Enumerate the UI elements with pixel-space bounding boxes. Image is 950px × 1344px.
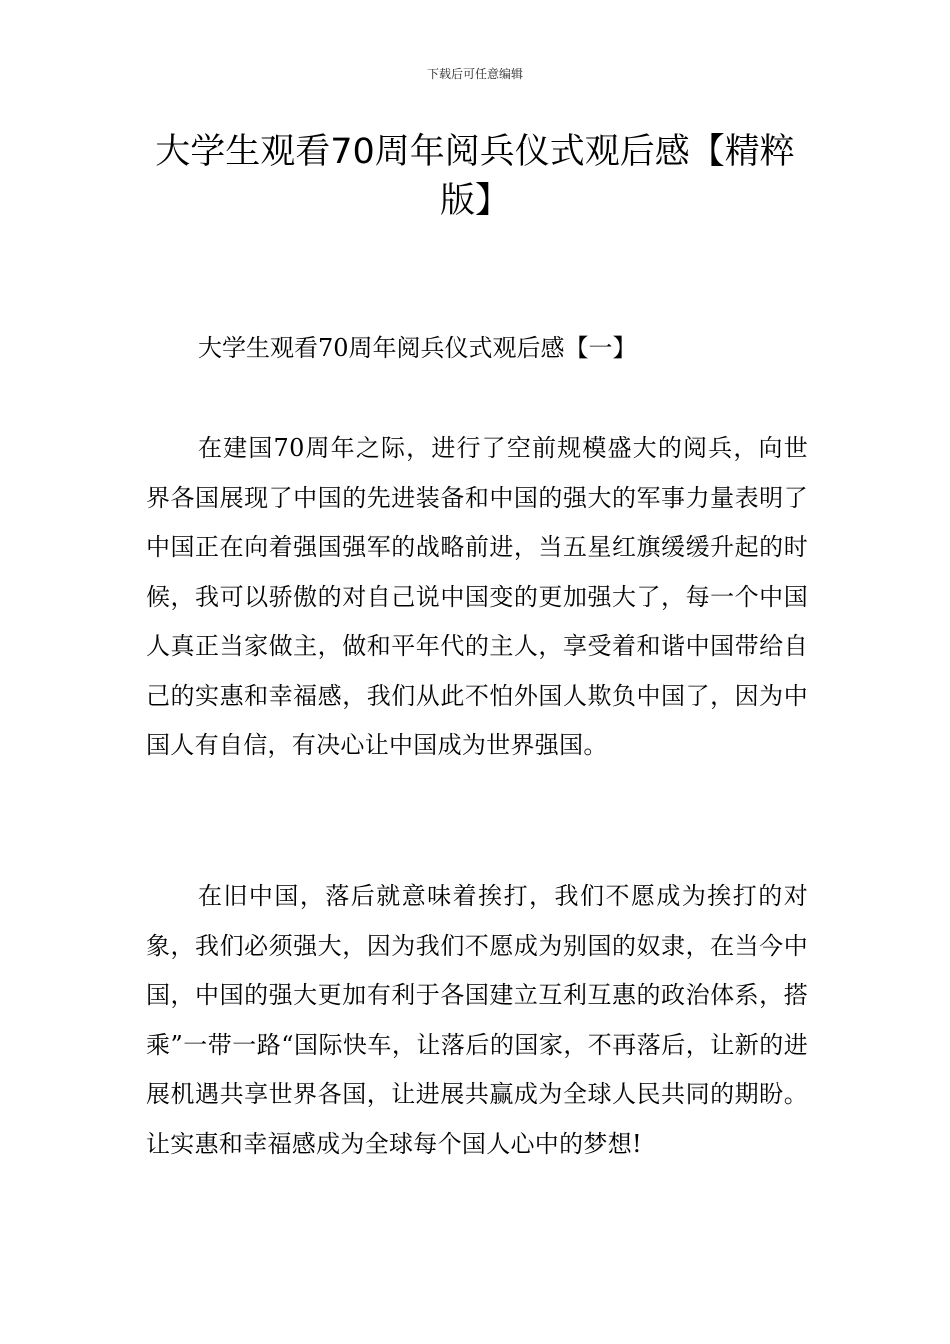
document-title: 大学生观看70周年阅兵仪式观后感【精粹版】 [155,132,795,221]
paragraph-2: 在旧中国，落后就意味着挨打，我们不愿成为挨打的对象，我们必须强大，因为我们不愿成为别国的奴隶，在当今中国，中国的强大更加有利于各国建立互利互惠的政治体系，搭乘”一带一路“国际快车，让落后的国家，不再落后，让新的进展机遇共享世界各国，让进展共赢成为全球人民共同的期盼。让实惠和幸福感成为全球每个国人心中的梦想! [146,882,808,1158]
header-note: 下载后可任意编辑 [426,67,523,81]
paragraph-1: 在建国70周年之际，进行了空前规模盛大的阅兵，向世界各国展现了中国的先进装备和中国的强大的军事力量表明了中国正在向着强国强军的战略前进，当五星红旗缓缓升起的时候，我可以骄傲的对自己说中国变的更加强大了，每一个中国人真正当家做主，做和平年代的主人，享受着和谐中国带给自己的实惠和幸福感，我们从此不怕外国人欺负中国了，因为中国人有自信，有决心让中国成为世界强国。 [146,434,808,759]
section-heading: 大学生观看70周年阅兵仪式观后感【一】 [198,334,637,362]
